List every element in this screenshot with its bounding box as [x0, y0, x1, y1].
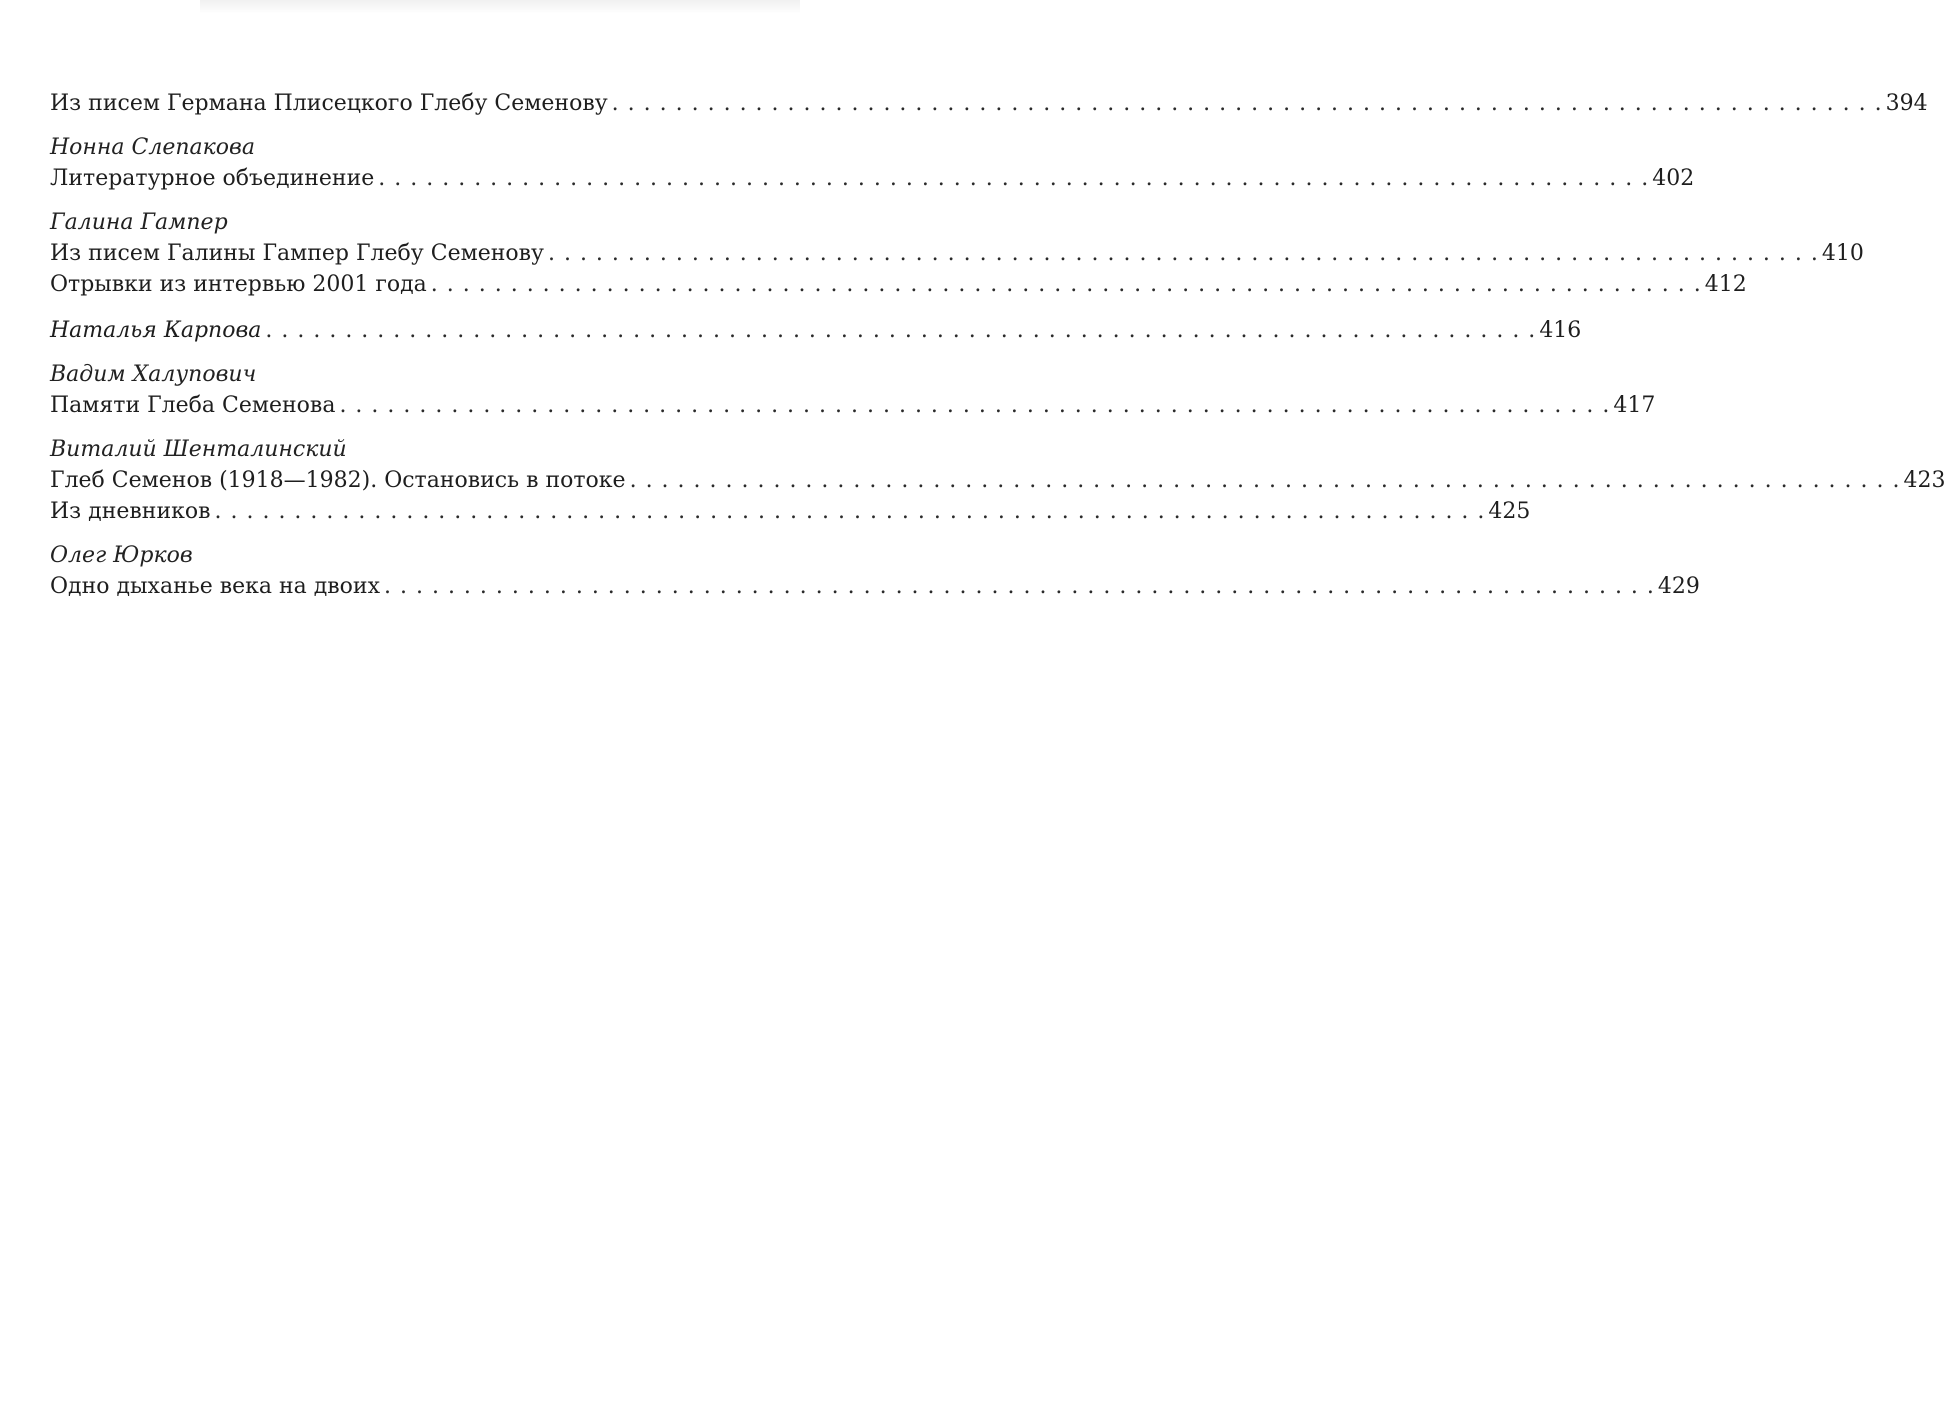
toc-author: Вадим Халупович	[50, 362, 257, 387]
toc-entry[interactable]	[50, 390, 1656, 421]
toc-entry[interactable]	[50, 163, 1695, 194]
toc-entry-title: Из писем Галины Гампер Глебу Семенову	[50, 241, 544, 266]
toc-entry-page: 416	[1539, 318, 1582, 343]
toc-entry-page: 394	[1885, 91, 1928, 116]
toc-author-entry[interactable]	[50, 315, 1582, 346]
toc-group	[50, 132, 1695, 194]
toc-entry[interactable]	[50, 496, 1531, 527]
toc-group	[50, 315, 1582, 346]
dot-leader	[380, 571, 1658, 602]
toc-entry-title: Литературное объединение	[50, 166, 375, 191]
page-edge-shadow	[200, 0, 800, 14]
toc-entry-page: 410	[1821, 241, 1864, 266]
toc-entry-title: Памяти Глеба Семенова	[50, 393, 336, 418]
dot-leader	[335, 390, 1613, 421]
toc-group	[50, 207, 1864, 300]
toc-group	[50, 540, 1700, 602]
table-of-contents	[50, 88, 1946, 602]
toc-author: Виталий Шенталинский	[50, 437, 347, 462]
toc-author: Наталья Карпова	[50, 318, 262, 343]
dot-leader	[544, 238, 1822, 269]
toc-entry-title: Одно дыханье века на двоих	[50, 574, 380, 599]
toc-group	[50, 359, 1656, 421]
toc-entry-title: Глеб Семенов (1918—1982). Остановись в потоке	[50, 468, 626, 493]
toc-entry-title: Из писем Германа Плисецкого Глебу Семенову	[50, 91, 608, 116]
toc-author: Нонна Слепакова	[50, 135, 255, 160]
toc-entry-page: 425	[1488, 499, 1531, 524]
toc-entry-page: 429	[1657, 574, 1700, 599]
dot-leader	[374, 163, 1652, 194]
toc-entry-title: Из дневников	[50, 499, 211, 524]
toc-entry-title: Отрывки из интервью 2001 года	[50, 272, 427, 297]
dot-leader	[608, 88, 1886, 119]
toc-group	[50, 88, 1928, 119]
dot-leader	[626, 465, 1904, 496]
toc-entry-page: 412	[1704, 272, 1747, 297]
toc-entry[interactable]	[50, 238, 1864, 269]
dot-leader	[211, 496, 1489, 527]
toc-entry-page: 402	[1652, 166, 1695, 191]
dot-leader	[261, 315, 1539, 346]
dot-leader	[427, 269, 1705, 300]
toc-entry[interactable]	[50, 88, 1928, 119]
toc-entry-page: 423	[1903, 468, 1946, 493]
toc-entry-page: 417	[1613, 393, 1656, 418]
toc-entry[interactable]	[50, 465, 1946, 496]
toc-entry[interactable]	[50, 571, 1700, 602]
toc-entry[interactable]	[50, 269, 1747, 300]
toc-group	[50, 434, 1946, 527]
toc-author: Олег Юрков	[50, 543, 193, 568]
toc-author: Галина Гампер	[50, 210, 228, 235]
